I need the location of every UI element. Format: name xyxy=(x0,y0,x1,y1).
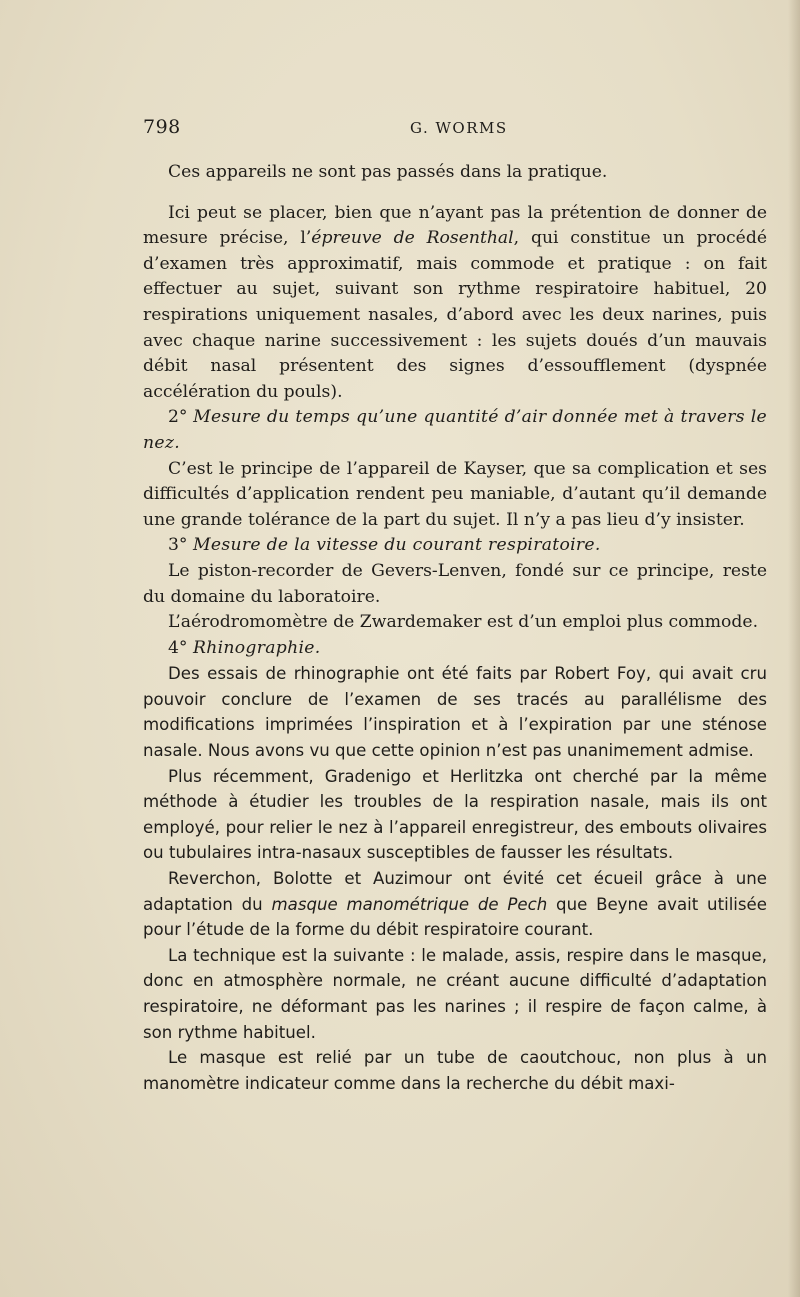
paragraph: Le masque est relié par un tube de caoutchouc, non plus à un manomètre indicateur comme dans la recherche du débit maxi- xyxy=(143,1048,767,1093)
paragraph: La technique est la suivante : le malade, assis, respire dans le masque, donc en atmosphère normale, ne créant aucune difficulté d’adaptation respiratoire, ne déformant pas les narines ; il respire de façon calme, à son rythme habituel. xyxy=(143,945,767,1042)
paragraph: C’est le principe de l’appareil de Kayser, que sa complication et ses difficultés d’application rendent peu maniable, d’autant qu’il demande une grande tolérance de la part du sujet. Il n’y a pas lieu d’y insister. xyxy=(143,458,767,530)
paragraph: Plus récemment, Gradenigo et Herlitzka ont cherché par la même méthode à étudier les troubles de la respiration nasale, mais ils ont employé, pour relier le nez à l’appareil enregistreur, des embouts olivaires ou tubulaires intra-nasaux susceptibles de fausser les résultats. xyxy=(143,766,767,863)
running-head: G. WORMS xyxy=(410,119,508,137)
page-edge-shadow xyxy=(788,0,800,1297)
paragraph: L’aérodromomètre de Zwardemaker est d’un emploi plus commode. xyxy=(168,612,759,633)
paragraph: Le piston-recorder de Gevers-Lenven, fondé sur ce principe, reste du domaine du laboratoire. xyxy=(143,560,767,607)
paragraph: Des essais de rhinographie ont été faits par Robert Foy, qui avait cru pouvoir conclure de l’examen de ses tracés au parallélisme des modifications imprimées l’inspiration et à l’expiration par une sténose nasale. Nous avons vu que cette opinion n’est pas unanimement admise. xyxy=(143,664,767,761)
section-heading: 4° Rhinographie. xyxy=(168,637,321,658)
body-text xyxy=(143,160,767,1096)
emphasis: épreuve de Rosenthal xyxy=(311,228,514,249)
page-number: 798 xyxy=(143,116,181,138)
paragraph: Reverchon, Bolotte et Auzimour ont évité cet écueil grâce à une adaptation du masque manométrique de Pech que Beyne avait utilisée pour l’étude de la forme du débit respiratoire courant. xyxy=(143,869,767,940)
section-heading: 3° Mesure de la vitesse du courant respiratoire. xyxy=(168,535,601,556)
paragraph: Ces appareils ne sont pas passés dans la pratique. xyxy=(168,162,608,182)
page-header xyxy=(143,116,767,142)
emphasis: masque manométrique de Pech xyxy=(271,894,548,914)
section-heading: 2° Mesure du temps qu’une quantité d’air donnée met à travers le nez. xyxy=(143,407,767,453)
paragraph: Ici peut se placer, bien que n’ayant pas la prétention de donner de mesure précise, l’épreuve de Rosenthal, qui constitue un procédé d’examen très approximatif, mais commode et pratique : on fait effectuer au sujet, suivant son rythme respiratoire habituel, 20 respirations uniquement nasales, d’abord avec les deux narines, puis avec chaque narine successivement : les sujets doués d’un mauvais débit nasal présentent des signes d’essoufflement (dyspnée accélération du pouls). xyxy=(143,202,768,402)
